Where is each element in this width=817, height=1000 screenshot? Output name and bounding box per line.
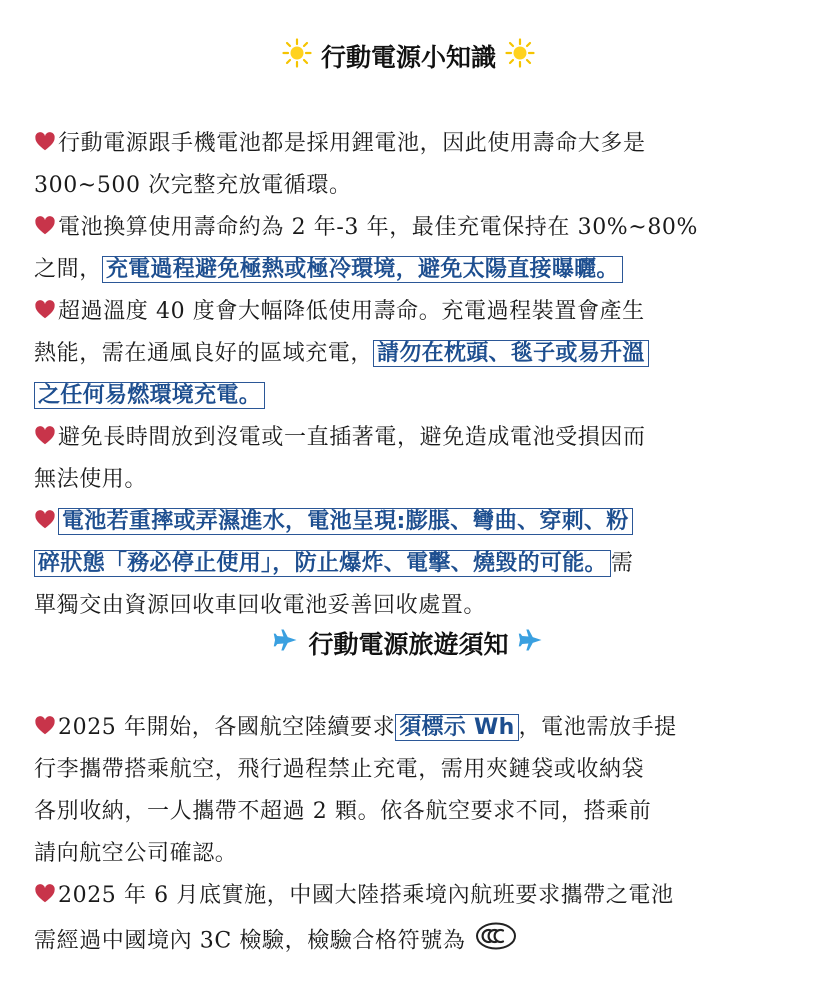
text: 無法使用。: [34, 467, 148, 492]
paragraph-line: [34, 921, 517, 962]
paragraph-line: [34, 169, 352, 203]
airplane-icon: [272, 626, 300, 660]
text: 之間，: [34, 257, 102, 282]
paragraph-line: [34, 463, 147, 497]
paragraph-line: [34, 421, 646, 455]
text: 需經過中國境內 3C 檢驗，檢驗合格符號為: [34, 928, 466, 954]
heart-icon: [34, 509, 56, 531]
text: 行動電源跟手機電池都是採用鋰電池，因此使用壽命大多是: [58, 131, 646, 156]
paragraph-line: [34, 337, 649, 371]
highlight-box: 之任何易燃環境充電。: [34, 382, 265, 409]
text: 避免長時間放到沒電或一直插著電，避免造成電池受損因而: [58, 425, 646, 450]
heart-icon: [34, 715, 56, 737]
text: 2025 年 6 月底實施，中國大陸搭乘境內航班要求攜帶之電池: [58, 883, 674, 908]
ccc-mark-icon: [475, 921, 517, 962]
paragraph-line: [34, 753, 644, 787]
paragraph-line: [34, 837, 237, 871]
text: 300~500 次完整充放電循環。: [34, 173, 352, 198]
section-title-travel: [0, 625, 817, 661]
title-text: 行動電源小知識: [320, 43, 496, 72]
heart-icon: [34, 883, 56, 905]
title-text: 行動電源旅遊須知: [308, 630, 509, 659]
highlight-box: 充電過程避免極熱或極冷環境，避免太陽直接曝曬。: [102, 256, 623, 283]
paragraph-line: [34, 295, 645, 329]
paragraph-line: [34, 505, 633, 539]
airplane-icon: [517, 626, 545, 660]
highlight-box: 碎狀態「務必停止使用」，防止爆炸、電擊、燒毀的可能。: [34, 550, 611, 577]
paragraph-line: [34, 127, 646, 161]
text: 單獨交由資源回收車回收電池妥善回收處置。: [34, 593, 487, 618]
text: 各別收納，一人攜帶不超過 2 顆。依各航空要求不同，搭乘前: [34, 799, 652, 824]
text: 電池換算使用壽命約為 2 年-3 年，最佳充電保持在 30%~80%: [58, 215, 699, 240]
paragraph-line: [34, 379, 265, 413]
paragraph-line: [34, 253, 623, 287]
text: 2025 年開始，各國航空陸續要求: [58, 715, 396, 740]
text: 請向航空公司確認。: [34, 841, 238, 866]
paragraph-line: [34, 547, 633, 581]
highlight-box: 請勿在枕頭、毯子或易升溫: [373, 340, 649, 367]
text: 行李攜帶搭乘航空，飛行過程禁止充電，需用夾鏈袋或收納袋: [34, 757, 645, 782]
sun-icon: [505, 38, 535, 74]
paragraph-line: [34, 589, 486, 623]
text: 熱能，需在通風良好的區域充電，: [34, 341, 374, 366]
paragraph-line: [34, 795, 651, 829]
heart-icon: [34, 131, 56, 153]
heart-icon: [34, 425, 56, 447]
sun-icon: [282, 38, 312, 74]
text: ，電池需放手提: [518, 715, 677, 740]
section-title-knowledge: [0, 38, 817, 74]
heart-icon: [34, 299, 56, 321]
heart-icon: [34, 215, 56, 237]
highlight-box: 須標示 Wh: [395, 714, 518, 741]
paragraph-line: [34, 711, 677, 745]
text: 超過溫度 40 度會大幅降低使用壽命。充電過程裝置會產生: [58, 299, 645, 324]
paragraph-line: [34, 211, 698, 245]
highlight-box: 電池若重摔或弄濕進水，電池呈現:膨脹、彎曲、穿刺、粉: [58, 508, 633, 535]
paragraph-line: [34, 879, 674, 913]
text: 需: [610, 551, 634, 576]
